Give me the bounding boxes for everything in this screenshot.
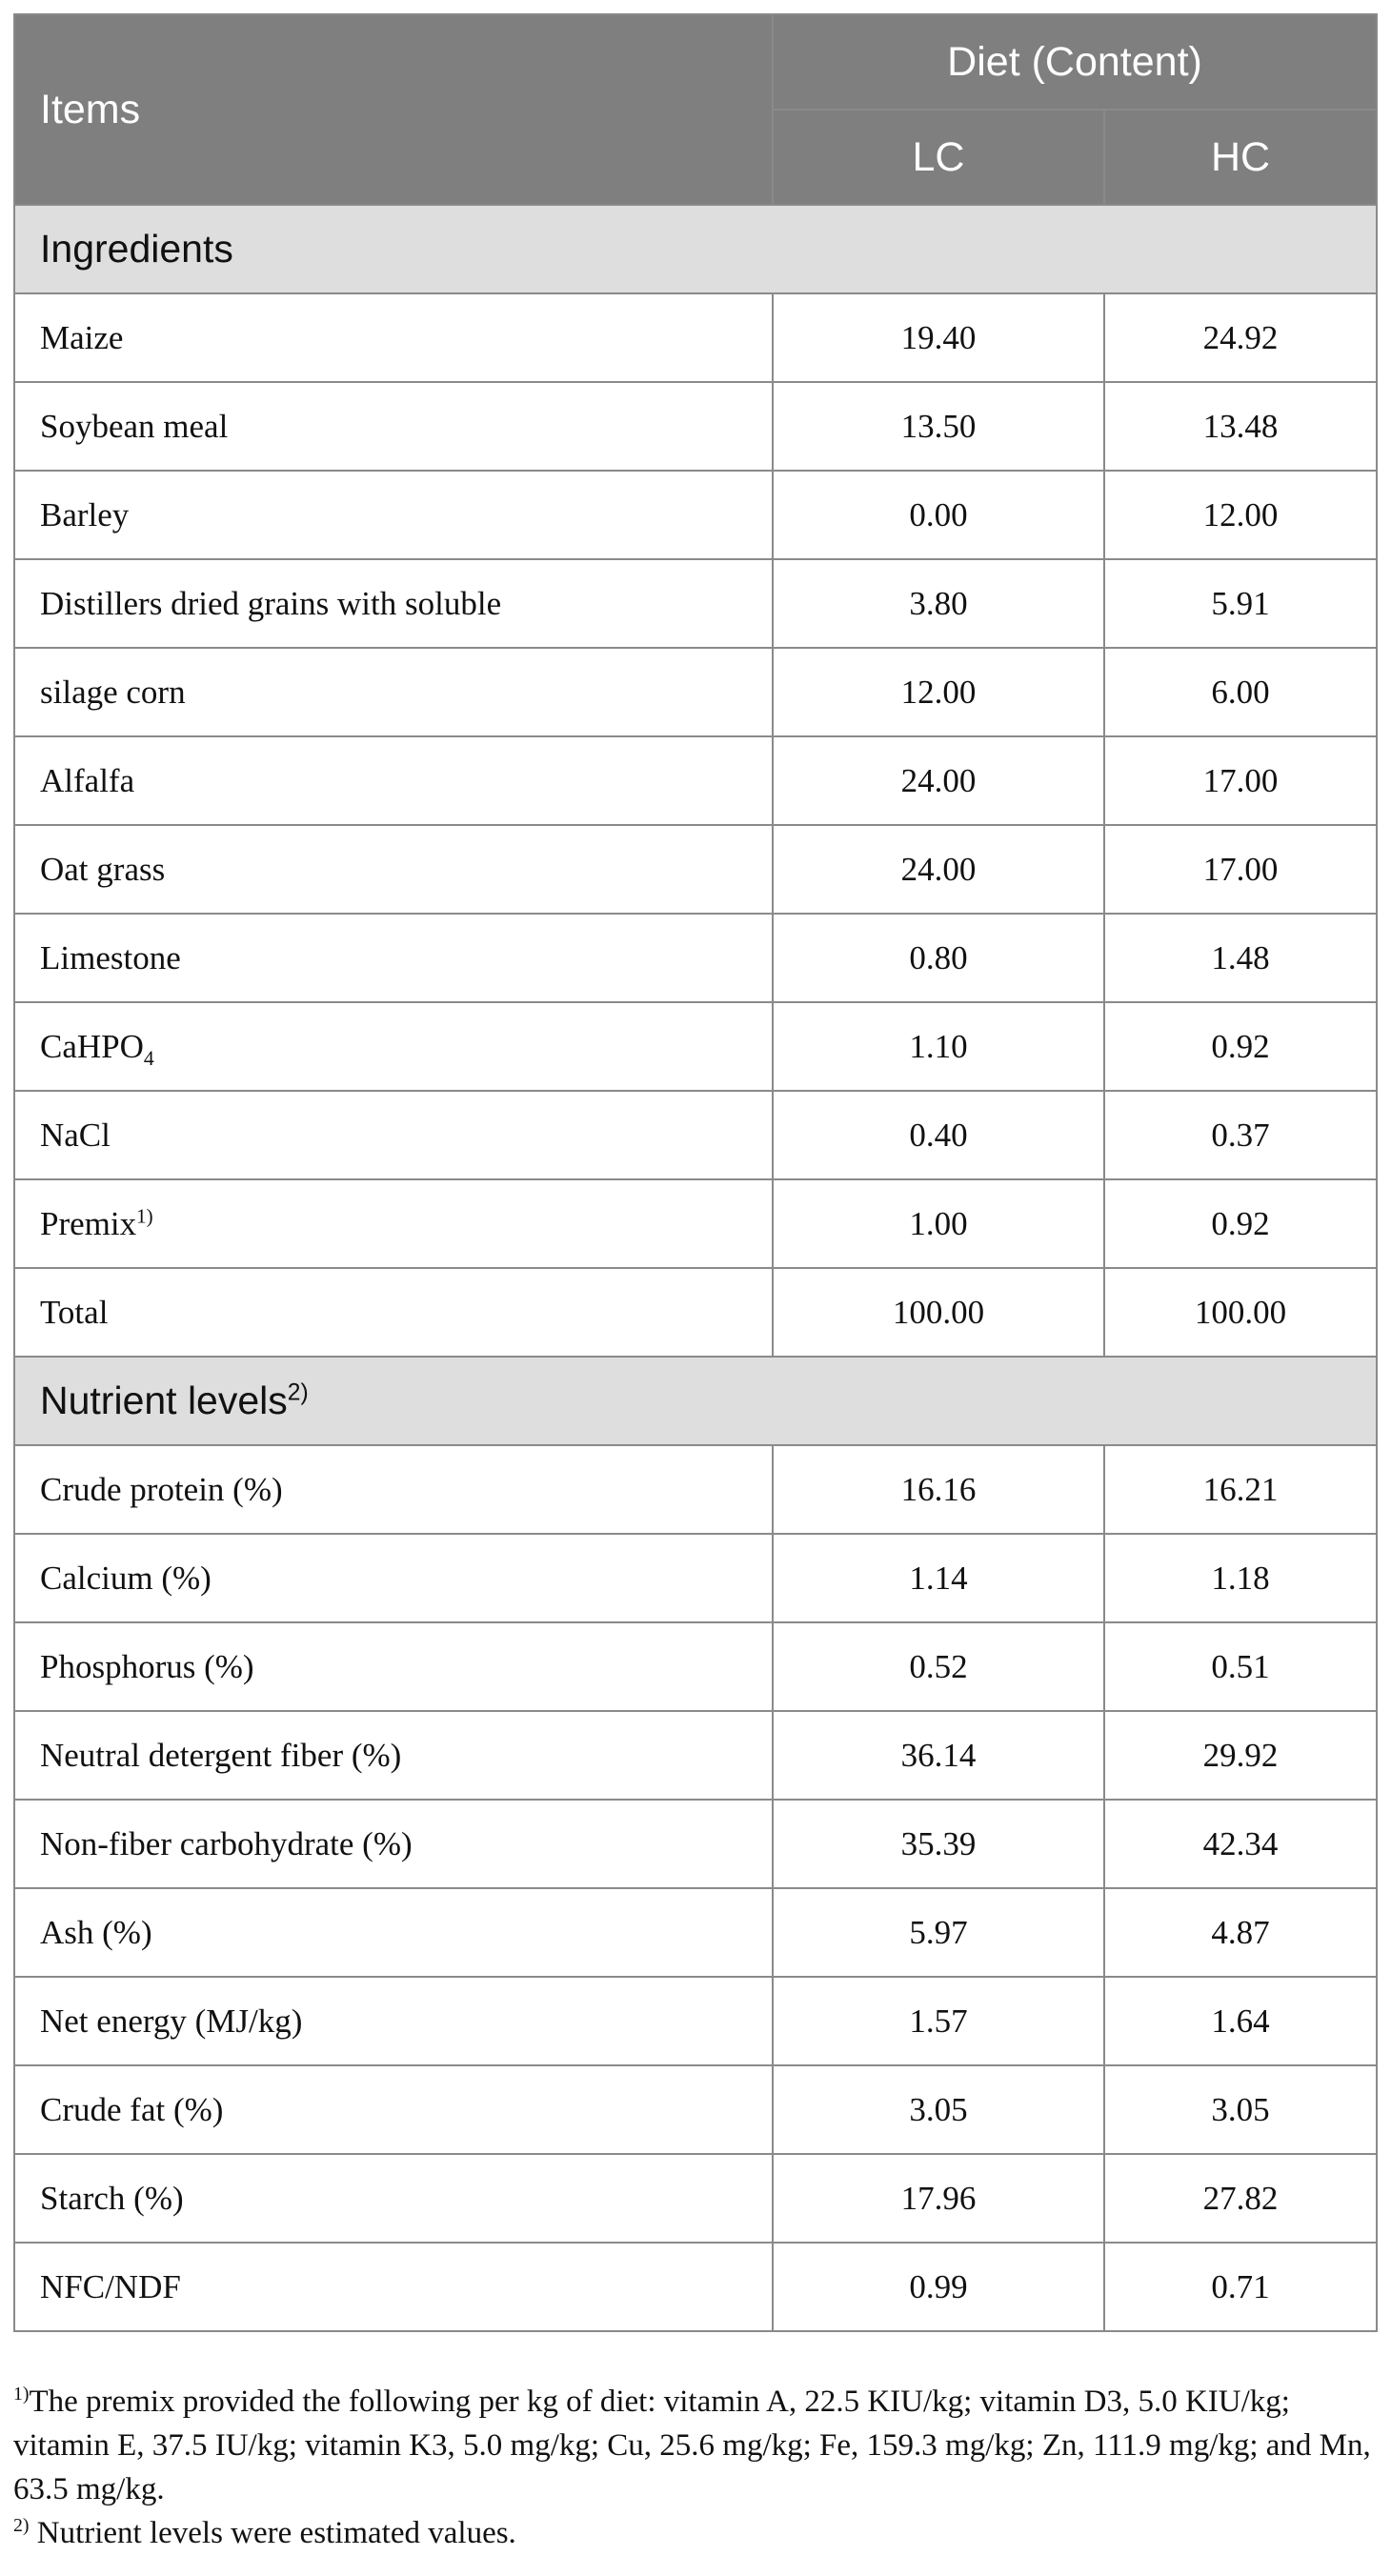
section-title-footnote-mark: 2): [287, 1379, 309, 1406]
hc-value: 42.34: [1104, 1800, 1377, 1888]
item-name: Alfalfa: [40, 761, 135, 799]
table-row: [14, 293, 1377, 382]
hc-column-header: HC: [1104, 110, 1377, 205]
table-row: [14, 1268, 1377, 1357]
hc-value: 0.92: [1104, 1002, 1377, 1091]
table-row: [14, 1800, 1377, 1888]
lc-value: 0.52: [773, 1622, 1104, 1711]
table-row: [14, 648, 1377, 736]
hc-value: 5.91: [1104, 559, 1377, 648]
hc-value: 24.92: [1104, 293, 1377, 382]
lc-value: 12.00: [773, 648, 1104, 736]
lc-column-header: LC: [773, 110, 1104, 205]
item-cell: [14, 471, 773, 559]
lc-value: 17.96: [773, 2154, 1104, 2243]
item-name: Non-fiber carbohydrate (%): [40, 1824, 413, 1862]
item-name: Calcium (%): [40, 1559, 212, 1597]
hc-value: 12.00: [1104, 471, 1377, 559]
item-cell: [14, 293, 773, 382]
item-name: Total: [40, 1293, 109, 1331]
hc-value: 0.37: [1104, 1091, 1377, 1179]
hc-value: 13.48: [1104, 382, 1377, 471]
item-name: Ash (%): [40, 1913, 152, 1951]
lc-value: 24.00: [773, 825, 1104, 914]
item-subscript: 4: [143, 1046, 154, 1070]
item-cell: [14, 1800, 773, 1888]
item-footnote-mark: 1): [136, 1203, 153, 1227]
hc-value: 1.64: [1104, 1977, 1377, 2065]
table-row: [14, 1091, 1377, 1179]
footnote-1-mark: 1): [13, 2384, 30, 2405]
lc-value: 1.14: [773, 1534, 1104, 1622]
lc-value: 3.80: [773, 559, 1104, 648]
item-name: NFC/NDF: [40, 2267, 181, 2305]
table-row: [14, 1534, 1377, 1622]
hc-value: 17.00: [1104, 825, 1377, 914]
item-cell: [14, 914, 773, 1002]
item-name: Starch (%): [40, 2179, 184, 2217]
table-row: [14, 559, 1377, 648]
lc-value: 24.00: [773, 736, 1104, 825]
item-cell: [14, 2065, 773, 2154]
lc-value: 16.16: [773, 1445, 1104, 1534]
hc-value: 3.05: [1104, 2065, 1377, 2154]
lc-value: 36.14: [773, 1711, 1104, 1800]
items-column-header: Items: [14, 14, 773, 205]
lc-value: 1.10: [773, 1002, 1104, 1091]
item-name: Limestone: [40, 938, 181, 976]
hc-value: 0.71: [1104, 2243, 1377, 2331]
hc-value: 100.00: [1104, 1268, 1377, 1357]
table-row: [14, 471, 1377, 559]
hc-value: 4.87: [1104, 1888, 1377, 1977]
table-body: [14, 205, 1377, 2331]
lc-value: 19.40: [773, 293, 1104, 382]
section-header: [14, 205, 1377, 293]
item-cell: [14, 1888, 773, 1977]
item-cell: [14, 1445, 773, 1534]
table-row: [14, 736, 1377, 825]
item-cell: [14, 2243, 773, 2331]
item-name: silage corn: [40, 673, 186, 711]
lc-value: 35.39: [773, 1800, 1104, 1888]
item-cell: [14, 559, 773, 648]
item-cell: [14, 2154, 773, 2243]
footnote-1-text: The premix provided the following per kg of diet: vitamin A, 22.5 KIU/kg; vitamin D3, 5.0 KIU/kg; vitamin E, 37.5 IU/kg; vitamin K3, 5.0 mg/kg; Cu, 25.6 mg/kg; Fe, 159.3 mg/kg; Zn, 111.9 mg/kg; and Mn, 63.5 mg/kg.: [13, 2385, 1371, 2506]
lc-value: 0.99: [773, 2243, 1104, 2331]
item-cell: [14, 825, 773, 914]
footnote-2-mark: 2): [13, 2515, 30, 2536]
item-name: Phosphorus (%): [40, 1647, 254, 1685]
table-row: [14, 2065, 1377, 2154]
item-cell: [14, 736, 773, 825]
table-row: [14, 1622, 1377, 1711]
footnote-2-text: Nutrient levels were estimated values.: [29, 2516, 516, 2550]
table-row: [14, 825, 1377, 914]
section-header: [14, 1357, 1377, 1445]
hc-value: 6.00: [1104, 648, 1377, 736]
item-cell: [14, 1622, 773, 1711]
hc-value: 0.51: [1104, 1622, 1377, 1711]
diet-table-container: [13, 13, 1376, 2332]
footnote-1: [13, 2380, 1378, 2511]
item-cell: [14, 1268, 773, 1357]
table-row: [14, 1179, 1377, 1268]
lc-value: 0.00: [773, 471, 1104, 559]
item-cell: [14, 382, 773, 471]
lc-value: 13.50: [773, 382, 1104, 471]
hc-value: 1.18: [1104, 1534, 1377, 1622]
item-name: Barley: [40, 495, 130, 533]
section-title: Ingredients: [40, 227, 233, 271]
item-cell: [14, 1534, 773, 1622]
table-row: [14, 914, 1377, 1002]
hc-value: 17.00: [1104, 736, 1377, 825]
section-title: Nutrient levels: [40, 1379, 288, 1422]
item-cell: [14, 1002, 773, 1091]
lc-value: 3.05: [773, 2065, 1104, 2154]
lc-value: 0.40: [773, 1091, 1104, 1179]
diet-group-header: Diet (Content): [773, 14, 1377, 110]
lc-value: 1.00: [773, 1179, 1104, 1268]
hc-value: 0.92: [1104, 1179, 1377, 1268]
table-row: [14, 382, 1377, 471]
item-name: NaCl: [40, 1116, 111, 1154]
footnote-2: [13, 2511, 1378, 2555]
hc-value: 27.82: [1104, 2154, 1377, 2243]
lc-value: 100.00: [773, 1268, 1104, 1357]
item-name: Distillers dried grains with soluble: [40, 584, 502, 622]
hc-value: 29.92: [1104, 1711, 1377, 1800]
table-footnotes: [13, 2380, 1378, 2555]
lc-value: 1.57: [773, 1977, 1104, 2065]
lc-value: 5.97: [773, 1888, 1104, 1977]
item-cell: [14, 1179, 773, 1268]
diet-composition-table: [13, 13, 1378, 2332]
item-name: Oat grass: [40, 850, 166, 888]
item-name: CaHPO: [40, 1027, 144, 1065]
item-name: Maize: [40, 318, 124, 356]
item-name: Premix: [40, 1204, 137, 1242]
item-name: Crude protein (%): [40, 1470, 283, 1508]
item-name: Crude fat (%): [40, 2090, 224, 2128]
table-row: [14, 1888, 1377, 1977]
item-cell: [14, 648, 773, 736]
hc-value: 1.48: [1104, 914, 1377, 1002]
item-cell: [14, 1977, 773, 2065]
item-name: Soybean meal: [40, 407, 229, 445]
table-row: [14, 2243, 1377, 2331]
table-row: [14, 2154, 1377, 2243]
item-name: Neutral detergent fiber (%): [40, 1736, 402, 1774]
item-cell: [14, 1091, 773, 1179]
table-row: [14, 1445, 1377, 1534]
table-row: [14, 1711, 1377, 1800]
table-row: [14, 1977, 1377, 2065]
item-name: Net energy (MJ/kg): [40, 2002, 303, 2040]
item-cell: [14, 1711, 773, 1800]
lc-value: 0.80: [773, 914, 1104, 1002]
hc-value: 16.21: [1104, 1445, 1377, 1534]
table-row: [14, 1002, 1377, 1091]
